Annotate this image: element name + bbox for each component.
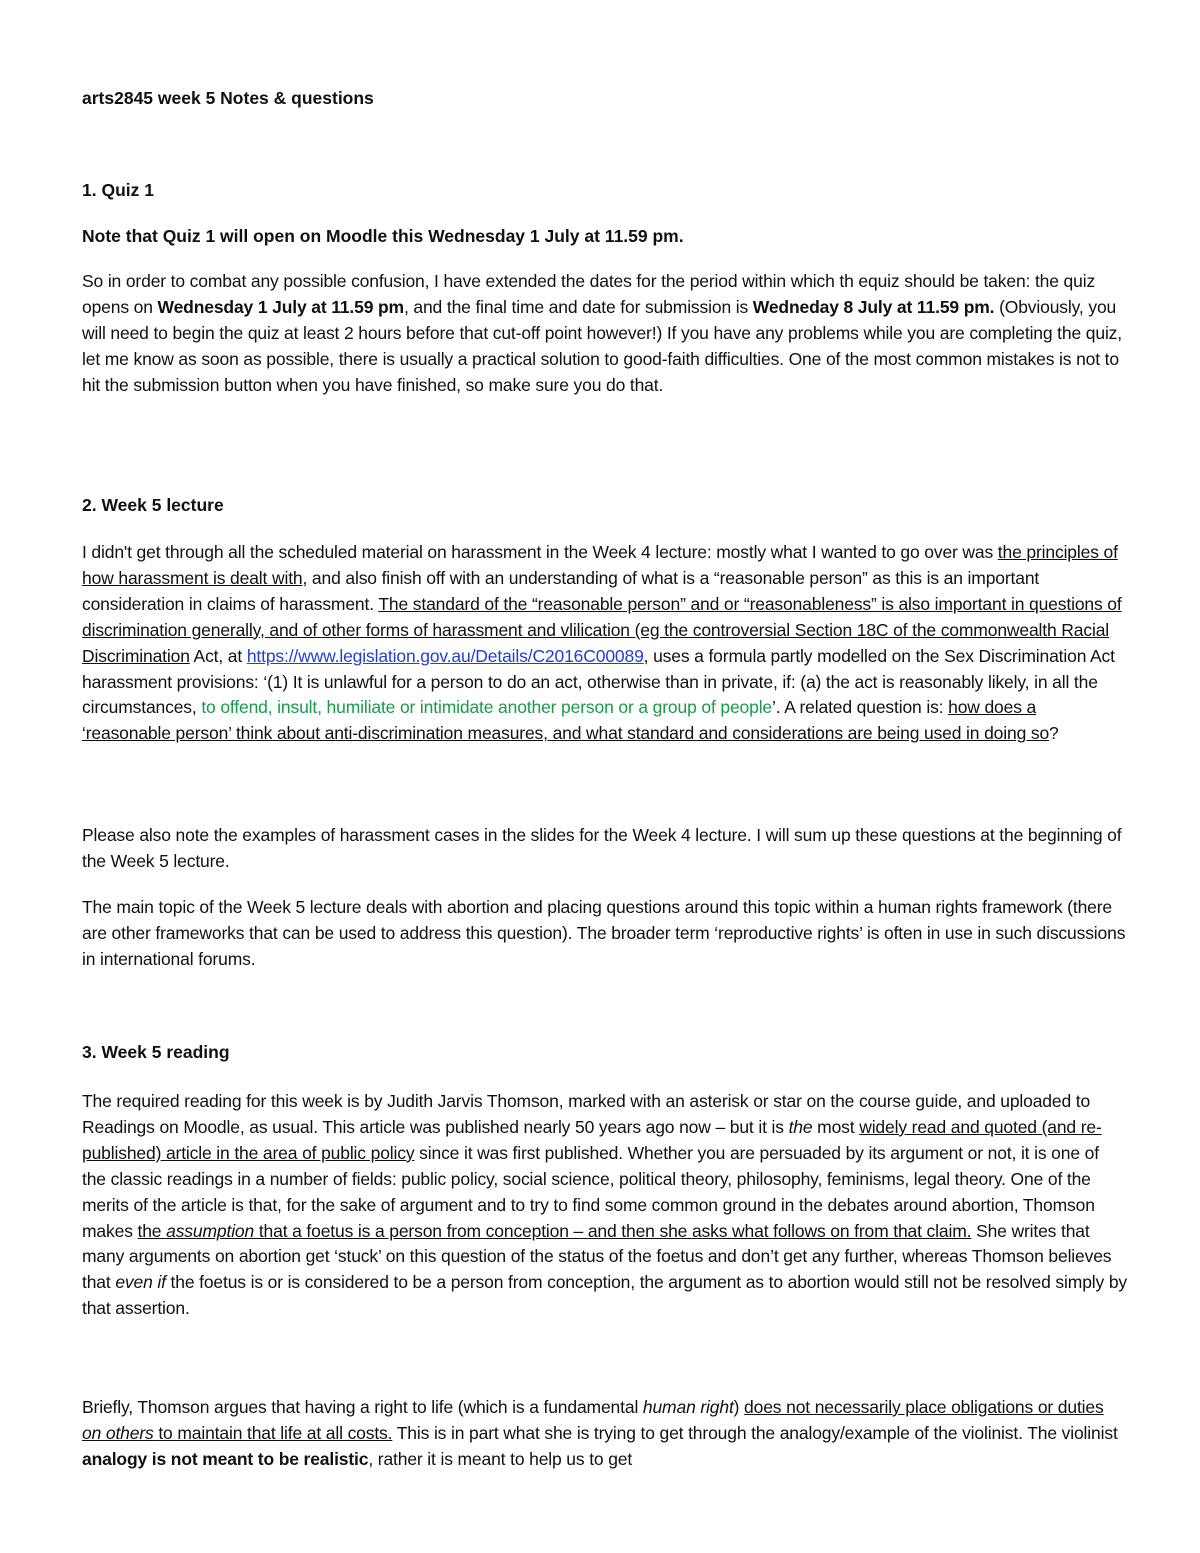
underlined-italic-text: on others	[82, 1422, 154, 1443]
text-run: Act, at	[189, 645, 247, 666]
text-run: , rather it is meant to help us to get	[368, 1448, 633, 1469]
text-run: since it was first published. Whether you are persuaded by its argument or not, it is one of the classic readings in a number of fields: public policy, social science, political theory, philosophy, feminisms, legal theory. One of the merits of the article is that, for the sake of argument and to try to find some common ground in the debates around abortion, Thomson makes	[82, 1142, 1099, 1241]
underlined-question: how does a ‘reasonable person’ think about anti-discrimination measures, and what standard and considerations are being used in doing so	[82, 697, 1050, 744]
lecture-paragraph-3: The main topic of the Week 5 lecture deals with abortion and placing questions around this topic within a human rights framework (there are other frameworks that can be used to address this question). The broader term ‘reproductive rights’ is often in use in such discussions in international forums.	[82, 897, 1126, 969]
reading-paragraph-2	[82, 1395, 1127, 1473]
underlined-text: The standard of the “reasonable person” and or “reasonableness” is also important in questions of discrimination generally, and of other forms of harassment and vlilication (eg the controversial Section 18C of the commonwealth Racial Discrimination	[82, 593, 1122, 666]
legislation-link[interactable]: https://www.legislation.gov.au/Details/C2016C00089	[246, 645, 644, 666]
text-run: , and the final time and date for submission is	[403, 296, 753, 317]
italic-text: human right	[642, 1397, 734, 1417]
text-run: ’. A related question is:	[772, 697, 949, 718]
underlined-text: that a foetus is a person from conception – and then she asks what follows on from that claim.	[254, 1220, 972, 1241]
text-run: )	[733, 1397, 745, 1417]
document-title: arts2845 week 5 Notes & questions	[82, 88, 374, 108]
highlighted-quote: to offend, insult, humiliate or intimidate another person or a group of people	[201, 697, 773, 718]
underlined-italic-text: assumption	[166, 1220, 255, 1241]
italic-text: even if	[115, 1272, 166, 1293]
section-heading-reading: 3. Week 5 reading	[82, 1042, 230, 1062]
text-run: This is in part what she is trying to get through the analogy/example of the violinist. The violinist	[392, 1422, 1118, 1443]
section-heading-quiz: 1. Quiz 1	[82, 180, 154, 200]
text-run: I didn't get through all the scheduled material on harassment in the Week 4 lecture: mostly what I wanted to go over was	[82, 542, 998, 562]
text-run: She writes that many arguments on abortion get ‘stuck’ on this question of the status of the foetus and don’t get any further, whereas Thomson believes that	[82, 1220, 1112, 1293]
underlined-text: to maintain that life at all costs.	[153, 1422, 393, 1443]
underlined-text: widely read and quoted (and re-published) article in the area of public policy	[82, 1116, 1102, 1163]
quiz-paragraph	[82, 269, 1127, 399]
text-run: , uses a formula partly modelled on the Sex Discrimination Act harassment provisions: ‘(1) It is unlawful for a person to do an act, otherwise than in private, if: (a) the act is reasonably likely, in all the circumstances,	[82, 645, 1115, 718]
text-run: ?	[1049, 723, 1059, 744]
quiz-note: Note that Quiz 1 will open on Moodle this Wednesday 1 July at 11.59 pm.	[82, 226, 684, 246]
text-run: (Obviously, you will need to begin the quiz at least 2 hours before that cut-off point however!) If you have any problems while you are completing the quiz, let me know as soon as possible, there is usually a practical solution to good-faith difficulties. One of the most common mistakes is not to hit the submission button when you have finished, so make sure you do that.	[82, 296, 1122, 395]
underlined-text: does not necessarily place obligations or duties	[744, 1397, 1104, 1417]
section-heading-lecture: 2. Week 5 lecture	[82, 495, 224, 515]
quiz-close-date: Wedneday 8 July at 11.59 pm.	[752, 296, 995, 317]
italic-text: the	[788, 1116, 813, 1137]
text-run: So in order to combat any possible confusion, I have extended the dates for the period within which th equiz should be taken: the quiz opens on	[82, 271, 1096, 317]
underlined-text: the	[137, 1220, 167, 1241]
text-run: Briefly, Thomson argues that having a right to life (which is a fundamental	[82, 1397, 643, 1417]
text-run: , and also finish off with an understanding of what is a “reasonable person” as this is an important consideration in claims of harassment.	[82, 567, 1040, 614]
text-run: the foetus is or is considered to be a person from conception, the argument as to abortion would still not be resolved simply by that assertion.	[82, 1272, 1128, 1319]
text-run: The required reading for this week is by Judith Jarvis Thomson, marked with an asterisk or star on the course guide, and uploaded to Readings on Moodle, as usual. This article was published nearly 50 years ago now – but it is	[82, 1091, 1091, 1137]
lecture-paragraph-1	[82, 540, 1127, 747]
reading-paragraph-1	[82, 1089, 1127, 1322]
lecture-paragraph-2: Please also note the examples of harassment cases in the slides for the Week 4 lecture. I will sum up these questions at the beginning of the Week 5 lecture.	[82, 825, 1122, 871]
quiz-open-date: Wednesday 1 July at 11.59 pm	[157, 296, 404, 317]
bold-text: analogy is not meant to be realistic	[82, 1448, 369, 1469]
text-run: most	[812, 1116, 860, 1137]
underlined-text: the principles of how harassment is dealt with	[82, 542, 1118, 588]
